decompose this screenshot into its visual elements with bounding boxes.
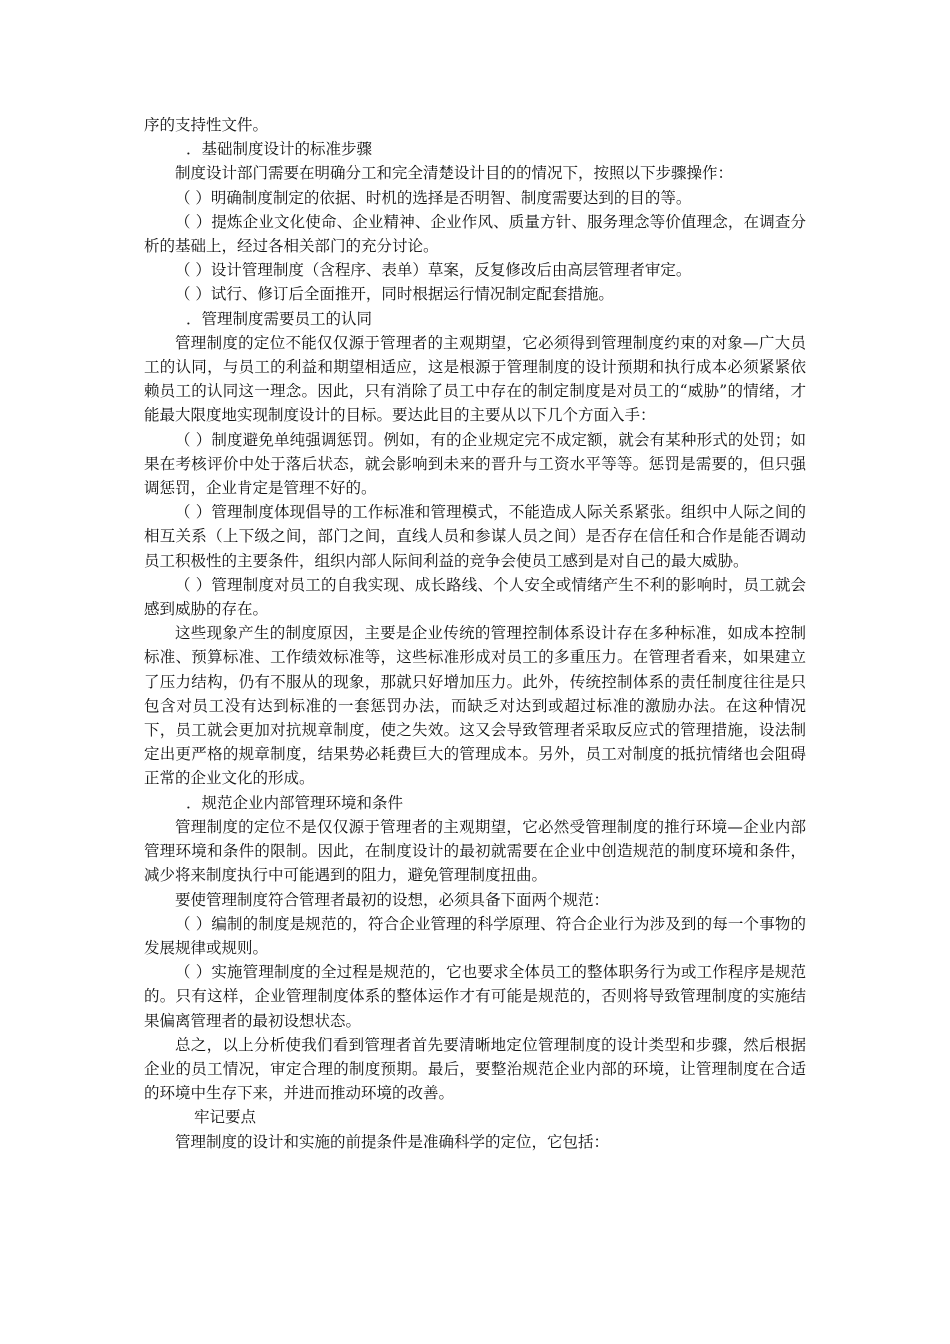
- paragraph: 要使管理制度符合管理者最初的设想，必须具备下面两个规范：: [175, 890, 610, 909]
- paragraph: 这些现象产生的制度原因，主要是企业传统的管理控制体系设计存在多种标准，如成本控制标准、预算标准、工作绩效标准等，这些标准形成对员工的多重压力。在管理者看来，如果建立了压力结构，仍有不服从的现象，那就只好增加压力。此外，传统控制体系的责任制度往往是只包含对员工没有达到标准的一套惩罚办法，而缺乏对达到或超过标准的激励办法。在这种情况下，员工就会更加对抗规章制度，使之失效。这又会导致管理者采取反应式的管理措施，设法制定出更严格的规章制度，结果势必耗费巨大的管理成本。另外，员工对制度的抵抗情绪也会阻碍正常的企业文化的形成。: [144, 624, 806, 788]
- document-page: [144, 113, 806, 1154]
- section-heading-employee-recognition: ．管理制度需要员工的认同: [186, 309, 373, 328]
- list-item: （ ）管理制度体现倡导的工作标准和管理模式，不能造成人际关系紧张。组织中人际之间的相互关系（上下级之间，部门之间，直线人员和参谋人员之间）是否存在信任和合作是能否调动员工积极性的主要条件，组织内部人际间利益的竞争会使员工感到是对自己的最大威胁。: [144, 503, 806, 570]
- paragraph: 管理制度的设计和实施的前提条件是准确科学的定位，它包括：: [175, 1132, 610, 1151]
- list-item: （ ）提炼企业文化使命、企业精神、企业作风、质量方针、服务理念等价值理念，在调查分析的基础上，经过各相关部门的充分讨论。: [144, 212, 806, 256]
- key-points-heading: 牢记要点: [194, 1108, 257, 1127]
- list-item: （ ）实施管理制度的全过程是规范的，它也要求全体员工的整体职务行为或工作程序是规范的。只有这样，企业管理制度体系的整体运作才有可能是规范的，否则将导致管理制度的实施结果偏离管理者的最初设想状态。: [144, 963, 806, 1030]
- paragraph-summary: 总之，以上分析使我们看到管理者首先要清晰地定位管理制度的设计类型和步骤，然后根据企业的员工情况，审定合理的制度预期。最后，要整治规范企业内部的环境，让管理制度在合适的环境中生存下来，并进而推动环境的改善。: [144, 1035, 806, 1103]
- list-item: （ ）设计管理制度（含程序、表单）草案，反复修改后由高层管理者审定。: [175, 261, 692, 280]
- list-item: （ ）试行、修订后全面推开，同时根据运行情况制定配套措施。: [175, 285, 614, 304]
- paragraph: 管理制度的定位不是仅仅源于管理者的主观期望，它必然受管理制度的推行环境—企业内部管理环境和条件的限制。因此，在制度设计的最初就需要在企业中创造规范的制度环境和条件，减少将来制度执行中可能遇到的阻力，避免管理制度扭曲。: [144, 817, 806, 885]
- section-heading-standard-steps: ．基础制度设计的标准步骤: [186, 140, 373, 159]
- list-item: （ ）编制的制度是规范的，符合企业管理的科学原理、符合企业行为涉及到的每一个事物的发展规律或规则。: [144, 914, 806, 957]
- list-item: （ ）明确制度制定的依据、时机的选择是否明智、制度需要达到的目的等。: [175, 188, 692, 207]
- paragraph-continuation: 序的支持性文件。: [144, 116, 269, 134]
- paragraph: 管理制度的定位不能仅仅源于管理者的主观期望，它必须得到管理制度约束的对象—广大员工的认同，与员工的利益和期望相适应，这是根源于管理制度的设计预期和执行成本必须紧紧依赖员工的认同这一理念。因此，只有消除了员工中存在的制定制度是对员工的“威胁”的情绪，才能最大限度地实现制度设计的目标。要达此目的主要从以下几个方面入手：: [144, 333, 806, 425]
- section-heading-internal-environment: ．规范企业内部管理环境和条件: [186, 793, 404, 812]
- paragraph: 制度设计部门需要在明确分工和完全清楚设计目的的情况下，按照以下步骤操作：: [175, 164, 734, 183]
- list-item: （ ）管理制度对员工的自我实现、成长路线、个人安全或情绪产生不利的影响时，员工就会感到威胁的存在。: [144, 575, 806, 619]
- list-item: （ ）制度避免单纯强调惩罚。例如，有的企业规定完不成定额，就会有某种形式的处罚；如果在考核评价中处于落后状态，就会影响到未来的晋升与工资水平等等。惩罚是需要的，但只强调惩罚，企业肯定是管理不好的。: [144, 430, 806, 498]
